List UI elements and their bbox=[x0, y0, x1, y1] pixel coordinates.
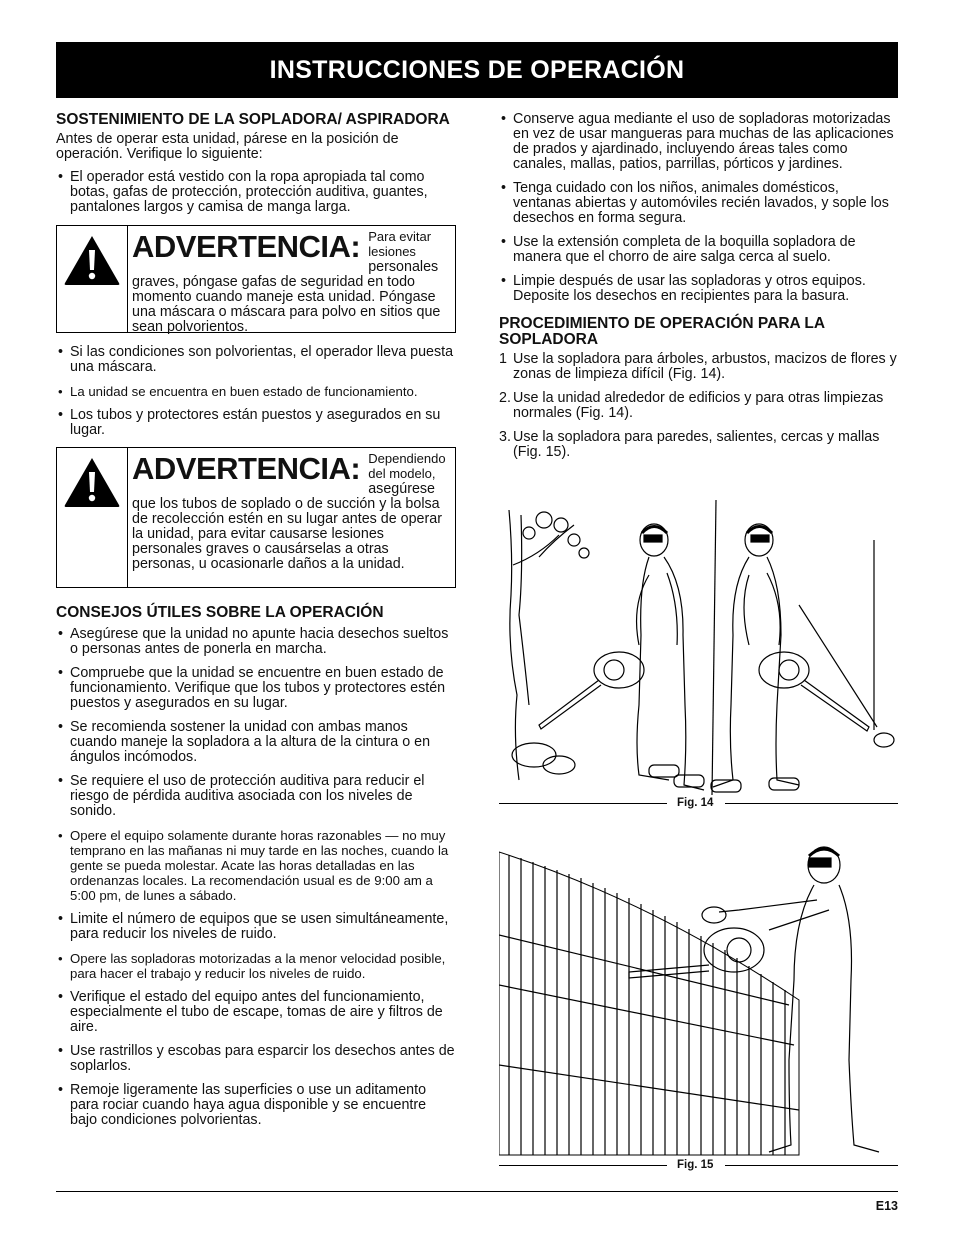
list-item: • Asegúrese que la unidad no apunte hacia desechos sueltos o personas antes de ponerla en marcha. bbox=[56, 627, 456, 657]
left-column bbox=[56, 112, 456, 1137]
step-item: 3. Use la sopladora para paredes, salientes, cercas y mallas (Fig. 15). bbox=[499, 429, 880, 460]
fig-14-illustration bbox=[499, 495, 898, 795]
fig-14-caption bbox=[499, 797, 898, 811]
list-item: • Compruebe que la unidad se encuentre en buen estado de funcionamiento. Verifique que los tubos y protectores estén puestos y asegurados en su lugar. bbox=[56, 666, 456, 711]
list-item: • Conserve agua mediante el uso de sopladoras motorizadas en vez de usar mangueras para muchas de las aplicaciones de prados y ajardinado, incluyendo áreas tales como canales, mallas, patios, parrillas, pórticos y jardines. bbox=[499, 112, 898, 172]
warning-icon-cell bbox=[57, 448, 128, 587]
warning-icon bbox=[63, 234, 121, 286]
blower-1 bbox=[539, 652, 644, 729]
warning-body: asegúrese que los tubos de soplado o de succión y la bolsa de recolección estén en su lugar antes de operar la unidad, para evitar causarse lesiones personales graves o causárselas a otras personas, u ocasionarle daños a la unidad. bbox=[132, 481, 442, 572]
list-item: • El operador está vestido con la ropa apropiada tal como botas, gafas de protección, protección auditiva, guantes, pantalones largos y camisa de manga larga. bbox=[56, 170, 456, 215]
warning-box-2 bbox=[56, 447, 456, 588]
step-item: 1 Use la sopladora para árboles, arbustos, macizos de flores y zonas de limpieza difícil (Fig. 14). bbox=[499, 351, 897, 382]
section-title-holding: SOSTENIMIENTO DE LA SOPLADORA/ ASPIRADORA bbox=[56, 111, 450, 128]
fig-14-label: Fig. 14 bbox=[677, 797, 714, 809]
list-item: • Tenga cuidado con los niños, animales domésticos, ventanas abiertas y automóviles recién lavados, y sople los desechos en forma segura. bbox=[499, 181, 898, 226]
list-item: • Limpie después de usar las sopladoras y otros equipos. Deposite los desechos en recipientes para la basura. bbox=[499, 274, 898, 304]
fig-15-label: Fig. 15 bbox=[677, 1159, 714, 1171]
list-item: • Los tubos y protectores están puestos y asegurados en su lugar. bbox=[56, 408, 456, 438]
list-item: • Verifique el estado del equipo antes del funcionamiento, especialmente el tubo de escape, tomas de aire y filtros de aire. bbox=[56, 990, 456, 1035]
right-column bbox=[499, 112, 898, 469]
page-header bbox=[56, 42, 898, 98]
procedure-steps bbox=[499, 352, 898, 460]
list-item: • Se requiere el uso de protección auditiva para reducir el riesgo de pérdida auditiva asociada con los niveles de sonido. bbox=[56, 774, 456, 819]
section-title-tips: CONSEJOS ÚTILES SOBRE LA OPERACIÓN bbox=[56, 604, 384, 621]
caption-rule bbox=[499, 803, 667, 804]
section-title-procedure: PROCEDIMIENTO DE OPERACIÓN PARA LA SOPLADORA bbox=[499, 315, 825, 348]
list-item: • Opere las sopladoras motorizadas a la menor velocidad posible, para hacer el trabajo y reducir los niveles de ruido. bbox=[56, 951, 456, 981]
list-item: • Remoje ligeramente las superficies o use un aditamento para rociar cuando haya agua disponible y se encuentre bajo condiciones polvorientas. bbox=[56, 1083, 456, 1128]
blower-3 bbox=[629, 907, 764, 978]
warning-lead: Dependiendo del modelo, bbox=[368, 451, 446, 481]
caption-rule bbox=[725, 803, 898, 804]
conservation-list bbox=[499, 112, 898, 304]
page-title: INSTRUCCIONES DE OPERACIÓN bbox=[269, 55, 685, 84]
warning-body: personales graves, póngase gafas de seguridad en todo momento cuando maneje esta unidad. Póngase una máscara o máscara para polvo en sitios que sean polvorientos. bbox=[132, 259, 441, 335]
footer-rule bbox=[56, 1191, 898, 1192]
list-item: • Limite el número de equipos que se usen simultáneamente, para reducir los niveles de ruido. bbox=[56, 912, 456, 942]
page-number: E13 bbox=[875, 1199, 898, 1213]
operator-figure-2 bbox=[711, 524, 799, 792]
warning-text bbox=[128, 226, 455, 335]
section-intro: Antes de operar esta unidad, párese en la posición de operación. Verifique lo siguiente: bbox=[56, 131, 399, 162]
conditions-list bbox=[56, 345, 456, 438]
warning-box-1 bbox=[56, 225, 456, 333]
list-item: • Opere el equipo solamente durante horas razonables — no muy temprano en las mañanas ni muy tarde en las noches, cuando la gente se pueda molestar. Acate las horas detalladas en las ordenanzas locales. La recomendación usual es de 9:00 am a 5:00 pm, de lunes a sábado. bbox=[56, 828, 456, 903]
caption-rule bbox=[499, 1165, 667, 1166]
warning-lead: Para evitar lesiones bbox=[368, 229, 432, 259]
list-item: • Se recomienda sostener la unidad con ambas manos cuando maneje la sopladora a la altura de la cintura o en ángulos incómodos. bbox=[56, 720, 456, 765]
step-item: 2. Use la unidad alrededor de edificios y para otras limpiezas normales (Fig. 14). bbox=[499, 390, 884, 421]
fence bbox=[499, 852, 799, 1155]
warning-label: ADVERTENCIA: bbox=[132, 229, 361, 264]
list-item: • Si las condiciones son polvorientas, el operador lleva puesta una máscara. bbox=[56, 345, 456, 375]
caption-rule bbox=[725, 1165, 898, 1166]
warning-label: ADVERTENCIA: bbox=[132, 451, 361, 486]
fig-15-illustration bbox=[499, 840, 898, 1158]
operator-figure-1 bbox=[637, 524, 704, 790]
tips-list bbox=[56, 627, 456, 1128]
warning-icon bbox=[63, 456, 121, 508]
list-item: • Use rastrillos y escobas para esparcir los desechos antes de soplarlos. bbox=[56, 1044, 456, 1074]
warning-icon-cell bbox=[57, 226, 128, 332]
fig-15-caption bbox=[499, 1159, 898, 1173]
holding-list bbox=[56, 170, 456, 215]
warning-text bbox=[128, 448, 455, 587]
list-item: • Use la extensión completa de la boquilla sopladora de manera que el chorro de aire salga cerca al suelo. bbox=[499, 235, 898, 265]
leaf-clusters bbox=[512, 512, 589, 774]
list-item: • La unidad se encuentra en buen estado de funcionamiento. bbox=[56, 384, 456, 399]
